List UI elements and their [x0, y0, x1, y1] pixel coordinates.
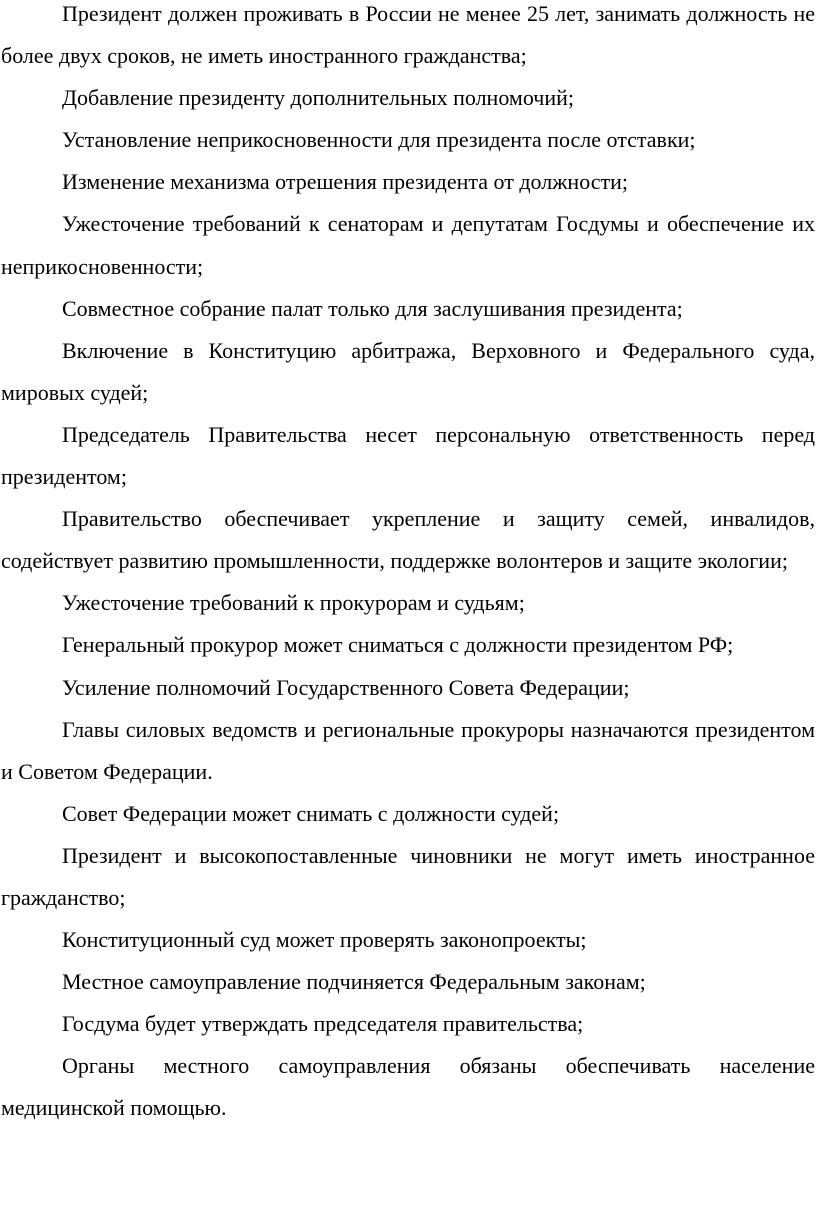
paragraph: Госдума будет утверждать председателя правительства;: [62, 1011, 584, 1037]
paragraph: Президент и высокопоставленные чиновники не могут иметь иностранное гражданство;: [1, 842, 815, 910]
paragraph: Конституционный суд может проверять законопроекты;: [62, 927, 587, 953]
paragraph: Включение в Конституцию арбитража, Верховного и Федерального суда, мировых судей;: [1, 337, 815, 405]
paragraph: Ужесточение требований к сенаторам и депутатам Госдумы и обеспечение их неприкосновенности;: [1, 211, 815, 279]
paragraph: Совместное собрание палат только для заслушивания президента;: [62, 295, 683, 321]
paragraph: Ужесточение требований к прокурорам и судьям;: [62, 590, 525, 616]
paragraph: Главы силовых ведомств и региональные прокуроры назначаются президентом и Советом Федерации.: [1, 716, 815, 784]
paragraph: Председатель Правительства несет персональную ответственность перед президентом;: [1, 421, 815, 490]
paragraph: Правительство обеспечивает укрепление и защиту семей, инвалидов, содействует развитию промышленности, поддержке волонтеров и защите экологии;: [1, 506, 815, 574]
paragraph: Генеральный прокурор может сниматься с должности президентом РФ;: [62, 632, 734, 658]
paragraph: Местное самоуправление подчиняется Федеральным законам;: [62, 969, 646, 995]
document-body: [1, 0, 815, 1130]
paragraph: Усиление полномочий Государственного Совета Федерации;: [62, 674, 630, 700]
paragraph: Добавление президенту дополнительных полномочий;: [62, 85, 574, 111]
paragraph: Президент должен проживать в России не менее 25 лет, занимать должность не более двух сроков, не иметь иностранного гражданства;: [1, 1, 815, 69]
paragraph: Изменение механизма отрешения президента от должности;: [62, 169, 629, 195]
paragraph: Совет Федерации может снимать с должности судей;: [62, 800, 560, 826]
paragraph: Установление неприкосновенности для президента после отставки;: [62, 127, 696, 153]
paragraph: Органы местного самоуправления обязаны обеспечивать население медицинской помощью.: [1, 1053, 815, 1121]
